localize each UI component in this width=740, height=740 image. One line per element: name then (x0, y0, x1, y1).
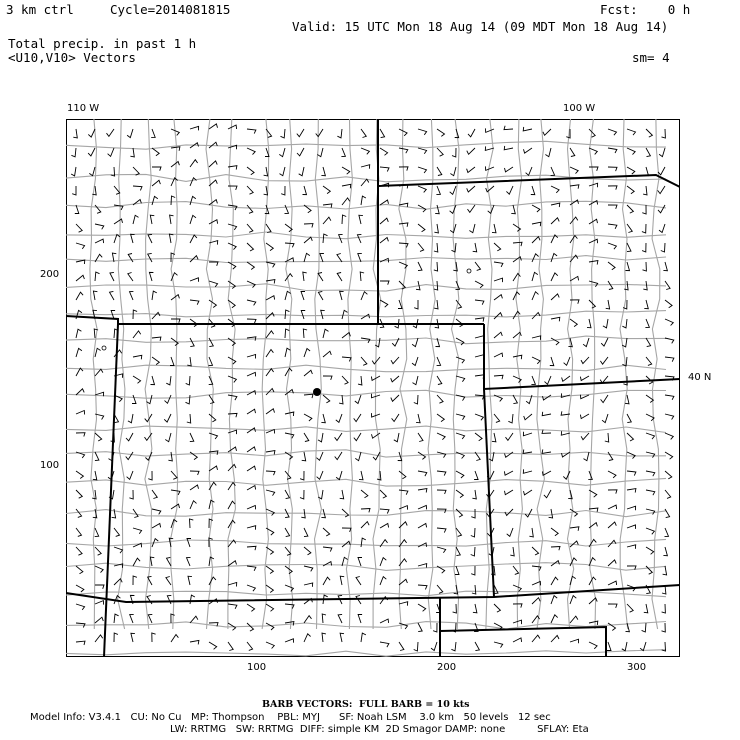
valid-time: Valid: 15 UTC Mon 18 Aug 14 (09 MDT Mon 18 Aug 14) (292, 19, 669, 34)
lon-110w-label: 110 W (67, 103, 100, 114)
vector-title: <U10,V10> Vectors (8, 50, 136, 65)
lon-100w-label: 100 W (563, 103, 596, 114)
wind-barb-map (66, 119, 680, 657)
x-tick-200: 200 (437, 662, 457, 673)
y-tick-200: 200 (40, 269, 60, 280)
lat-40n-label: 40 N (688, 372, 712, 383)
field-title: Total precip. in past 1 h (8, 36, 197, 51)
cycle-label: Cycle=2014081815 (110, 2, 231, 17)
model-info-line1: Model Info: V3.4.1 CU: No Cu MP: Thompson PBL: MYJ SF: Noah LSM 3.0 km 50 levels 12 sec (30, 712, 551, 723)
smoothing-label: sm= 4 (632, 50, 670, 65)
model-info-line2: LW: RRTMG SW: RRTMG DIFF: simple KM 2D Smagor DAMP: none SFLAY: Eta (170, 724, 589, 735)
x-tick-100: 100 (247, 662, 267, 673)
forecast-hour: Fcst: 0 h (600, 2, 691, 17)
map-frame (67, 120, 680, 657)
y-tick-100: 100 (40, 460, 60, 471)
city-marker-denver (313, 388, 321, 396)
x-tick-300: 300 (627, 662, 647, 673)
run-name: 3 km ctrl (6, 2, 74, 17)
barb-legend: BARB VECTORS: FULL BARB = 10 kts (262, 699, 470, 710)
